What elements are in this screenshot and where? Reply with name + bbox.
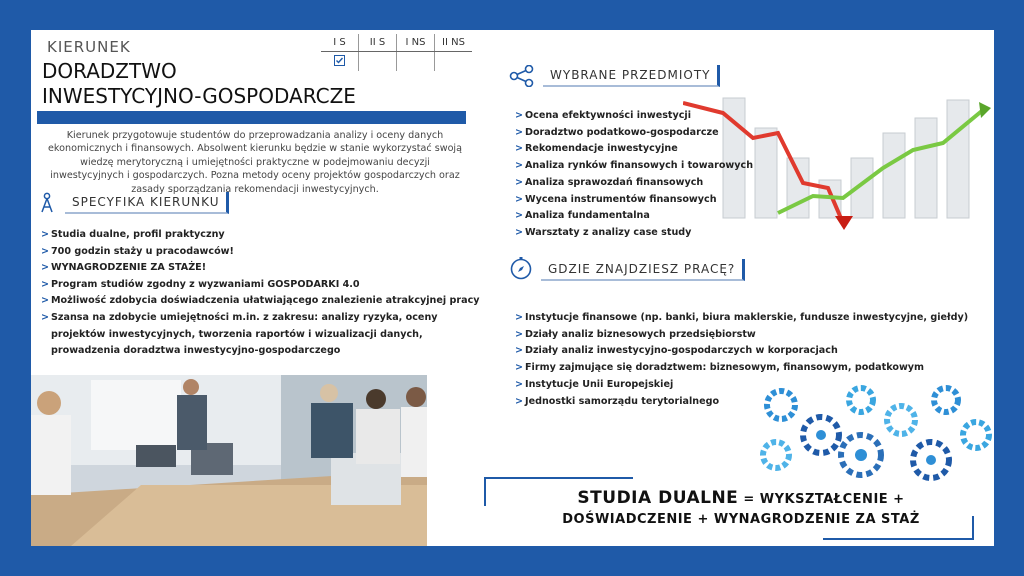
list-item: > Studia dualne, profil praktyczny: [41, 227, 491, 244]
title-underline-bar: [37, 111, 466, 124]
tagline-rest: = WYKSZTAŁCENIE +: [738, 492, 905, 507]
list-item: > Analiza sprawozdań finansowych: [515, 175, 815, 192]
list-item: > Wycena instrumentów finansowych: [515, 192, 815, 209]
list-item: > Ocena efektywności inwestycji: [515, 108, 815, 125]
list-item: > Instytucje finansowe (np. banki, biura maklerskie, fundusze inwestycyjne, giełdy): [515, 310, 985, 327]
list-item: > Działy analiz biznesowych przedsiębiorstw: [515, 327, 985, 344]
mode-cell: [359, 52, 397, 72]
przedmioty-list: [515, 108, 815, 242]
page-title: [42, 59, 356, 109]
list-item: > Program studiów zgodny z wyzwaniami GOSPODARKI 4.0: [41, 277, 491, 294]
office-meeting-image: [31, 375, 427, 546]
mode-cell-checked: [321, 52, 359, 72]
study-modes-header-row: [321, 34, 472, 52]
list-item: > Analiza fundamentalna: [515, 208, 815, 225]
specyfika-heading: [39, 192, 229, 214]
mode-cell: [435, 52, 473, 72]
kicker-label: KIERUNEK: [47, 38, 131, 56]
flyer-card: [31, 30, 994, 546]
list-item: > Szansa na zdobycie umiejętności m.in. z zakresu: analizy ryzyka, oceny projektów inwestycyjnych, tworzenia raportów i wizualizacji danych, prowadzenia doradztwa inwestycyjno-gospodarczego: [41, 310, 471, 360]
team-meeting-photo: [31, 375, 427, 546]
przedmioty-heading: [509, 65, 720, 87]
program-description: Kierunek przygotowuje studentów do przeprowadzania analizy i oceny danych ekonomicznych i finansowych. Absolwent kierunku będzie w stanie wykorzystać swoją wiedzę merytoryczną i umiejętności praktyczne w podejmowaniu decyzji inwestycyjnych i gospodarczych. Pozna metody oceny projektów gospodarczych oraz zasady sporządzania rekomendacji inwestycyjnych.: [48, 130, 462, 195]
list-item: > Doradztwo podatkowo-gospodarcze: [515, 125, 815, 142]
checkbox-check-icon: [334, 55, 345, 66]
praca-title: GDZIE ZNAJDZIESZ PRACĘ?: [541, 259, 745, 281]
specyfika-title: SPECYFIKA KIERUNKU: [65, 192, 229, 214]
list-item: > Rekomendacje inwestycyjne: [515, 141, 815, 158]
study-modes-table: [321, 34, 472, 71]
compass-icon: [39, 192, 59, 214]
list-item: > Warsztaty z analizy case study: [515, 225, 815, 242]
tagline-line-1: [506, 486, 976, 512]
list-item: > Analiza rynków finansowych i towarowych: [515, 158, 815, 175]
specyfika-list: [41, 227, 491, 360]
title-line-1: DORADZTWO: [42, 59, 177, 83]
list-item: > Możliwość zdobycia doświadczenia ułatwiającego znalezienie atrakcyjnej pracy: [41, 293, 491, 310]
mode-header: I S: [321, 34, 359, 52]
compass-circle-icon: [509, 257, 533, 281]
mode-header: II NS: [435, 34, 473, 52]
praca-heading: [509, 257, 745, 281]
przedmioty-title: WYBRANE PRZEDMIOTY: [543, 65, 720, 87]
tagline-line-2: DOŚWIADCZENIE + WYNAGRODZENIE ZA STAŻ: [562, 512, 920, 527]
mode-header: I NS: [397, 34, 435, 52]
list-item: > Firmy zajmujące się doradztwem: biznesowym, finansowym, podatkowym: [515, 360, 985, 377]
tagline: [506, 486, 976, 527]
tagline-emphasis: STUDIA DUALNE: [577, 488, 739, 508]
list-item: > 700 godzin staży u pracodawców!: [41, 244, 491, 261]
title-line-2: INWESTYCYJNO-GOSPODARCZE: [42, 84, 356, 108]
study-modes-check-row: [321, 52, 472, 72]
mode-header: II S: [359, 34, 397, 52]
list-item: > Instytucje Unii Europejskiej: [515, 377, 985, 394]
list-item: > Działy analiz inwestycyjno-gospodarczych w korporacjach: [515, 343, 985, 360]
mode-cell: [397, 52, 435, 72]
list-item: > Jednostki samorządu terytorialnego: [515, 394, 985, 411]
share-nodes-icon: [509, 65, 535, 87]
list-item: > WYNAGRODZENIE ZA STAŻE!: [41, 260, 491, 277]
